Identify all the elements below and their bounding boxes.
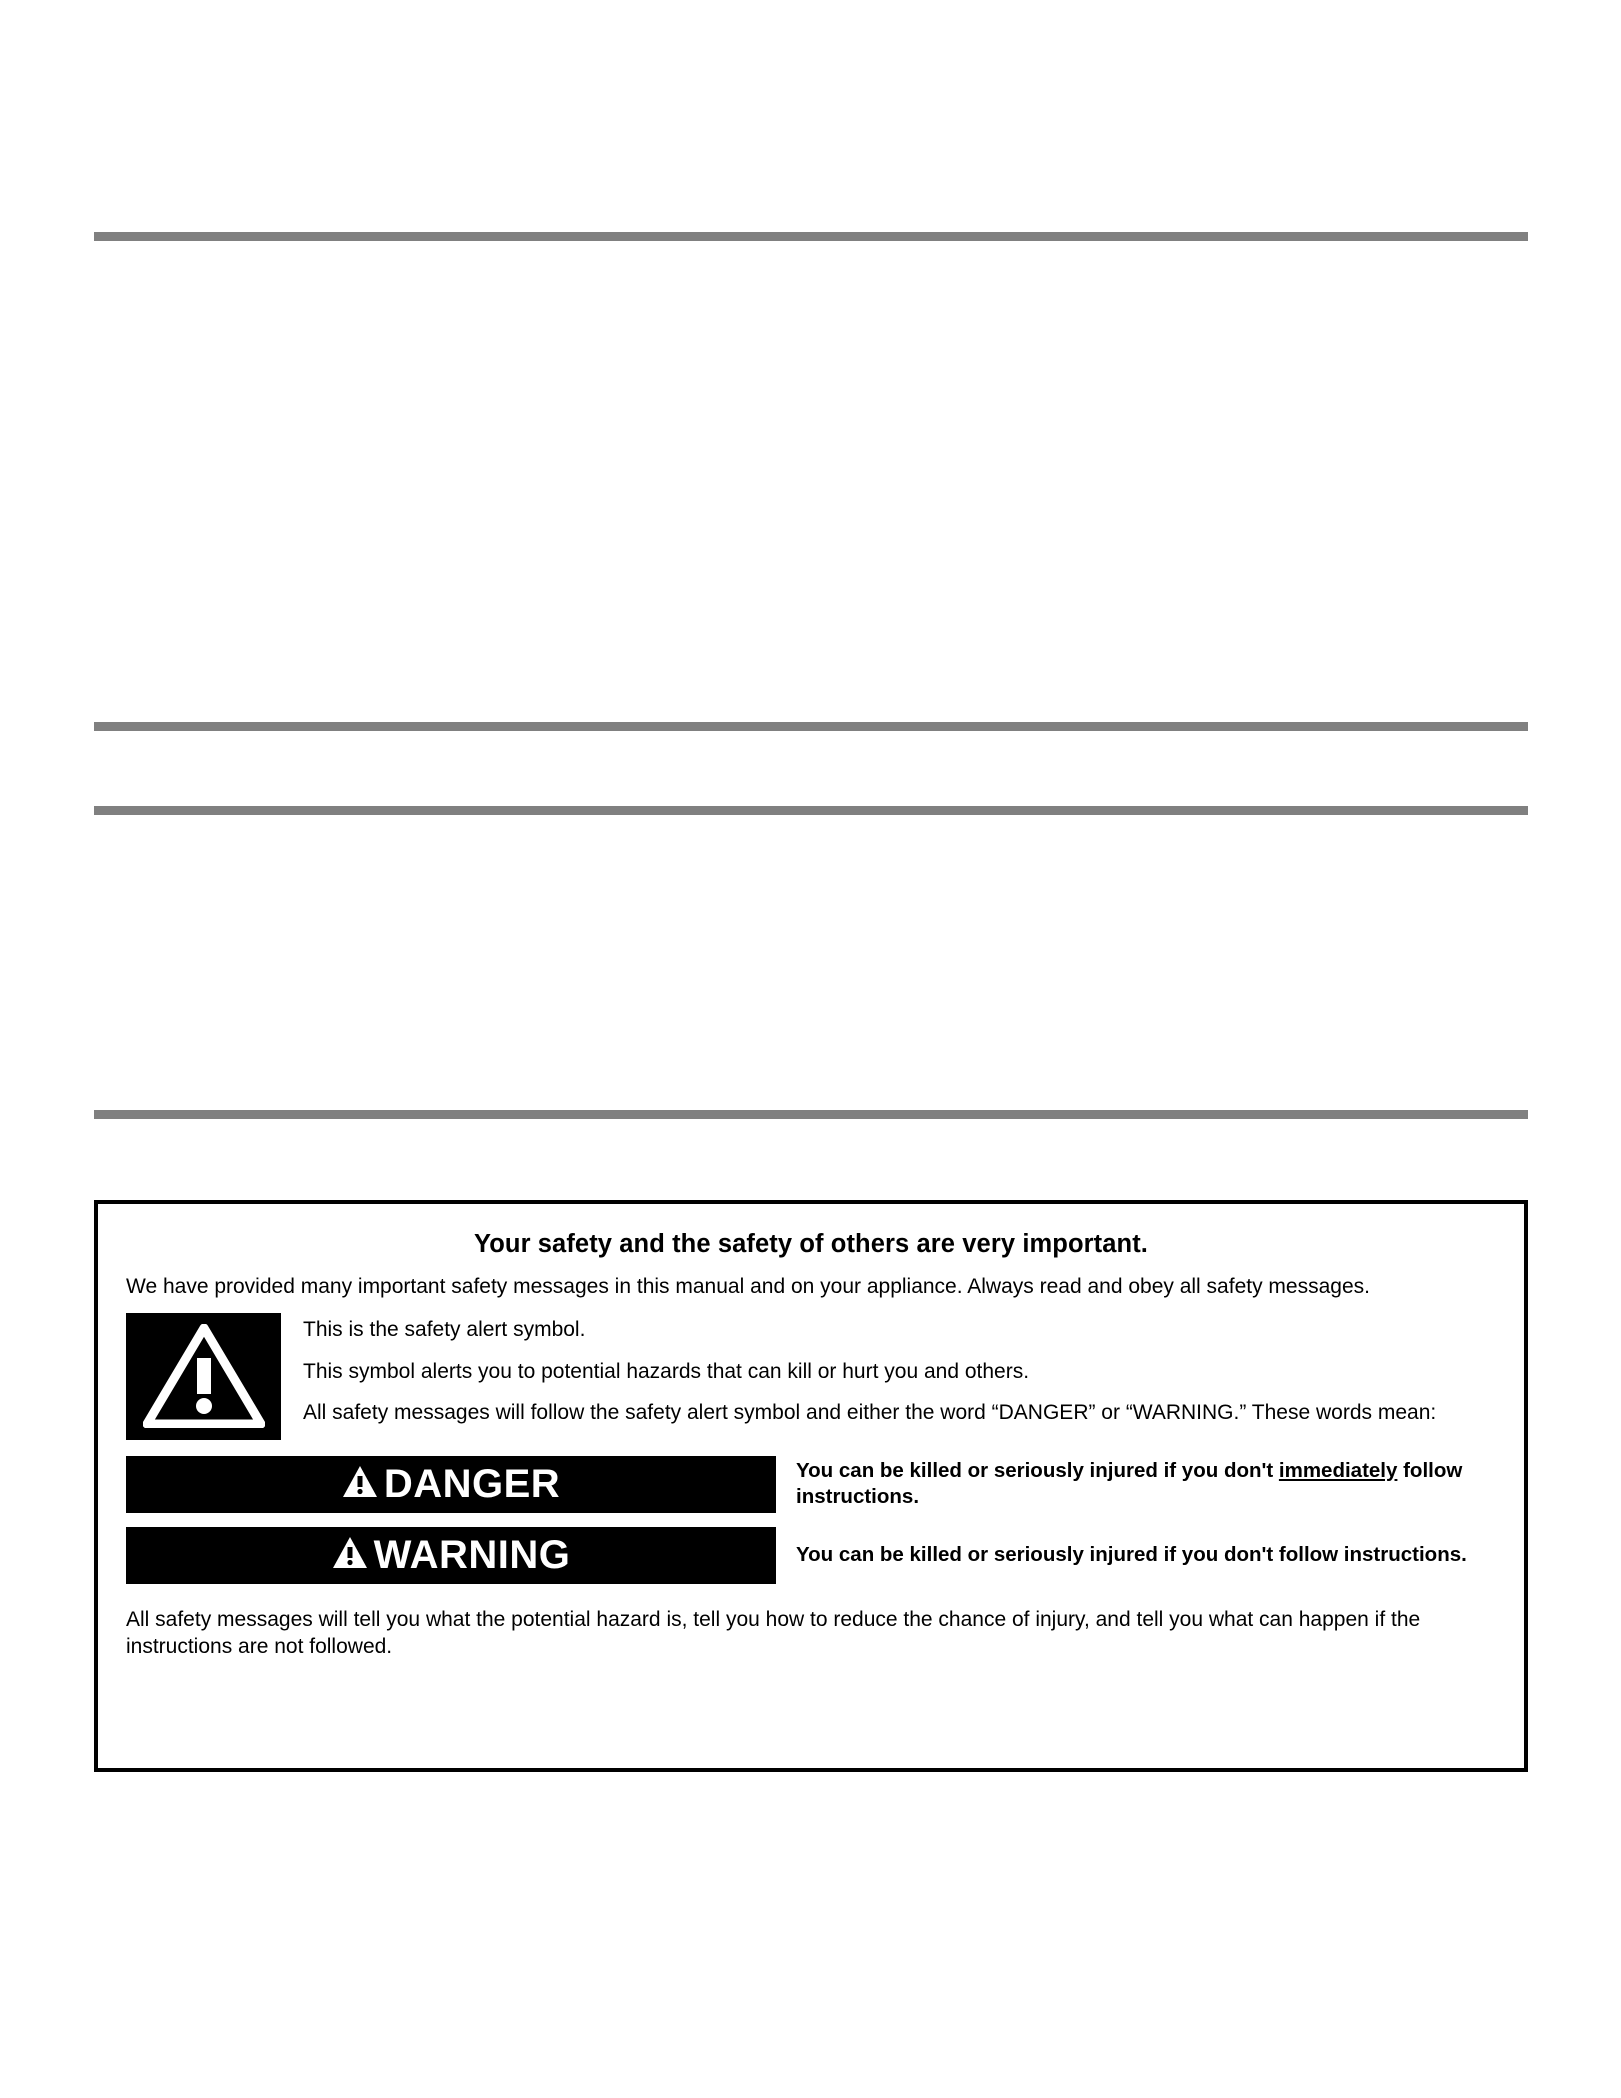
danger-banner bbox=[126, 1456, 776, 1513]
safety-alert-symbol-row bbox=[126, 1313, 1496, 1440]
safety-symbol-line-3: All safety messages will follow the safety alert symbol and either the word “DANGER” or “WARNING.” These words mean: bbox=[303, 1401, 1437, 1425]
horizontal-rule-middle-lower bbox=[94, 806, 1528, 815]
warning-word: WARNING bbox=[373, 1533, 571, 1578]
safety-information-box bbox=[94, 1200, 1528, 1772]
danger-description bbox=[796, 1458, 1496, 1511]
warning-signal-row bbox=[126, 1527, 1496, 1584]
safety-alert-triangle-icon bbox=[126, 1313, 281, 1440]
safety-box-footer-text: All safety messages will tell you what the potential hazard is, tell you how to reduce the chance of injury, and tell you what can happen if the instructions are not followed. bbox=[126, 1607, 1421, 1659]
safety-box-title: Your safety and the safety of others are very important. bbox=[474, 1230, 1148, 1258]
warning-triangle-icon bbox=[332, 1536, 374, 1574]
warning-banner bbox=[126, 1527, 776, 1584]
warning-description: You can be killed or seriously injured if you don't follow instructions. bbox=[796, 1542, 1467, 1566]
safety-symbol-line-1: This is the safety alert symbol. bbox=[303, 1317, 586, 1341]
safety-box-intro-text: We have provided many important safety messages in this manual and on your appliance. Always read and obey all safety messages. bbox=[126, 1275, 1370, 1298]
danger-description-after: follow instructions. bbox=[796, 1458, 1463, 1509]
danger-description-underlined: immediately bbox=[1278, 1458, 1398, 1482]
safety-alert-symbol-description bbox=[303, 1313, 1496, 1428]
safety-symbol-line-2: This symbol alerts you to potential hazards that can kill or hurt you and others. bbox=[303, 1359, 1030, 1383]
danger-word: DANGER bbox=[383, 1462, 561, 1507]
danger-signal-row bbox=[126, 1456, 1496, 1513]
warning-triangle-icon bbox=[342, 1465, 384, 1503]
horizontal-rule-top bbox=[94, 232, 1528, 241]
horizontal-rule-middle-upper bbox=[94, 722, 1528, 731]
danger-description-before: You can be killed or seriously injured if you don't bbox=[796, 1458, 1279, 1482]
horizontal-rule-bottom bbox=[94, 1110, 1528, 1119]
